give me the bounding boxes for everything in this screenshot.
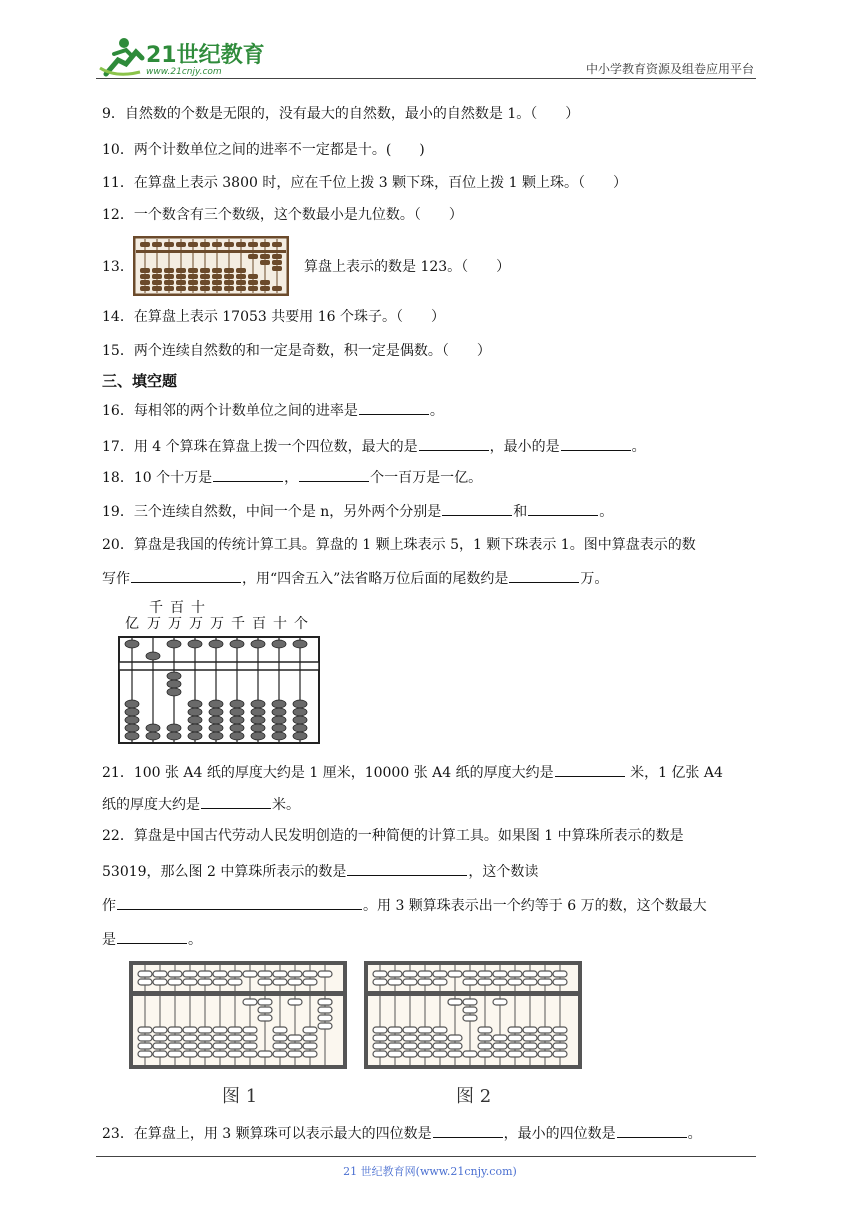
figure-2-label: 图 2 <box>456 1086 492 1107</box>
answer-blank[interactable] <box>528 500 598 516</box>
question-20-line-2 <box>102 567 608 589</box>
figure-2-abacus <box>364 961 582 1069</box>
question-20-text: 写作 <box>102 571 130 587</box>
question-22-text-3: 作 <box>102 898 116 914</box>
question-23-mid: ，最小的四位数是 <box>503 1126 616 1142</box>
site-logo <box>96 34 266 78</box>
question-22-end: 。 <box>188 932 202 948</box>
question-17-end: 。 <box>631 439 646 455</box>
question-21-end: 米。 <box>272 797 300 813</box>
question-10: 10．两个计数单位之间的进率不一定都是十。( ) <box>102 142 425 158</box>
footer-divider <box>96 1156 756 1157</box>
answer-blank[interactable] <box>419 435 489 451</box>
question-12: 12．一个数含有三个数级，这个数最小是九位数。（ ） <box>102 207 463 223</box>
question-22-line-3 <box>102 894 707 916</box>
answer-blank[interactable] <box>617 1122 687 1138</box>
answer-blank[interactable] <box>299 466 369 482</box>
svg-text:21世纪教育: 21世纪教育 <box>146 43 265 68</box>
question-13-abacus <box>133 236 289 296</box>
runner-icon <box>100 38 142 74</box>
page-header <box>96 30 756 78</box>
abacus-place-label: 万 <box>147 616 161 632</box>
answer-blank[interactable] <box>359 399 429 415</box>
question-15: 15．两个连续自然数的和一定是奇数，积一定是偶数。（ ） <box>102 343 491 359</box>
answer-blank[interactable] <box>347 860 467 876</box>
figure-1-abacus <box>129 961 347 1069</box>
question-18-text: 18．10 个十万是 <box>102 470 213 486</box>
footer-link[interactable]: 21 世纪教育网(www.21cnjy.com) <box>343 1165 517 1178</box>
question-14: 14．在算盘上表示 17053 共要用 16 个珠子。（ ） <box>102 309 445 325</box>
answer-blank[interactable] <box>509 567 579 583</box>
section-title-fill-in: 三、填空题 <box>102 372 178 390</box>
abacus-top-label: 十 <box>191 600 205 616</box>
abacus-place-label: 十 <box>273 616 287 632</box>
abacus-top-label: 千 <box>149 600 163 616</box>
question-21-line-2 <box>102 793 300 815</box>
question-18-end: 个一百万是一亿。 <box>370 470 483 486</box>
question-20-line-1: 20．算盘是我国的传统计算工具。算盘的 1 颗上珠表示 5，1 颗下珠表示 1。图中算盘表示的数 <box>102 537 696 553</box>
question-20-end: 万。 <box>580 571 609 587</box>
abacus-place-label: 亿 <box>125 616 139 632</box>
question-21-text: 21．100 张 A4 纸的厚度大约是 1 厘米，10000 张 A4 纸的厚度大约是 <box>102 765 554 781</box>
question-16-text: 16．每相邻的两个计数单位之间的进率是 <box>102 403 358 419</box>
question-17-mid: ，最小的是 <box>489 439 560 455</box>
header-divider <box>96 78 756 79</box>
question-17-text: 17．用 4 个算珠在算盘上拨一个四位数，最大的是 <box>102 439 418 455</box>
question-23-end: 。 <box>687 1126 702 1142</box>
question-22-mid-3: 。用 3 颗算珠表示出一个约等于 6 万的数，这个数最大 <box>363 898 707 914</box>
question-20-abacus <box>118 636 320 744</box>
question-21-line-1 <box>102 761 723 783</box>
question-13-number: 13． <box>102 259 134 275</box>
question-21-mid: 米，1 亿张 A4 <box>625 765 723 781</box>
answer-blank[interactable] <box>117 894 362 910</box>
question-18 <box>102 466 482 488</box>
question-23 <box>102 1122 702 1144</box>
question-22-text: 53019，那么图 2 中算珠所表示的数是 <box>102 864 347 880</box>
platform-name: 中小学教育资源及组卷应用平台 <box>585 62 754 76</box>
abacus-place-label: 千 <box>231 616 245 632</box>
answer-blank[interactable] <box>213 466 283 482</box>
question-22-line-1: 22．算盘是中国古代劳动人民发明创造的一种简便的计算工具。如果图 1 中算珠所表示的数是 <box>102 828 684 844</box>
answer-blank[interactable] <box>555 761 625 777</box>
question-16-end: 。 <box>429 403 444 419</box>
answer-blank[interactable] <box>561 435 631 451</box>
figure-1-label: 图 1 <box>222 1086 258 1107</box>
question-19-mid: 和 <box>513 504 528 520</box>
abacus-place-label: 万 <box>189 616 203 632</box>
abacus-top-label: 百 <box>170 600 184 616</box>
answer-blank[interactable] <box>201 793 271 809</box>
question-13-text: 算盘上表示的数是 123。（ ） <box>304 259 511 275</box>
abacus-place-label: 百 <box>252 616 266 632</box>
answer-blank[interactable] <box>442 500 512 516</box>
question-9: 9．自然数的个数是无限的，没有最大的自然数，最小的自然数是 1。（ ） <box>102 106 580 122</box>
question-23-text: 23．在算盘上，用 3 颗算珠可以表示最大的四位数是 <box>102 1126 432 1142</box>
svg-text:www.21cnjy.com: www.21cnjy.com <box>146 67 222 77</box>
abacus-place-label: 个 <box>294 616 308 632</box>
question-22-mid: ，这个数读 <box>468 864 539 880</box>
question-11: 11．在算盘上表示 3800 时，应在千位上拨 3 颗下珠，百位上拨 1 颗上珠。（ ） <box>102 175 627 191</box>
abacus-place-label: 万 <box>210 616 224 632</box>
question-19 <box>102 500 613 522</box>
question-22-line-4 <box>102 928 202 950</box>
abacus-place-label: 万 <box>168 616 182 632</box>
answer-blank[interactable] <box>433 1122 503 1138</box>
question-22-line-2 <box>102 860 538 882</box>
question-20-mid: ，用“四舍五入”法省略万位后面的尾数约是 <box>242 571 509 587</box>
answer-blank[interactable] <box>117 928 187 944</box>
question-19-text: 19．三个连续自然数，中间一个是 n，另外两个分别是 <box>102 504 442 520</box>
question-22-text-4: 是 <box>102 932 116 948</box>
question-19-end: 。 <box>599 504 614 520</box>
question-21-text-2: 纸的厚度大约是 <box>102 797 200 813</box>
question-16 <box>102 399 444 421</box>
question-17 <box>102 435 646 457</box>
answer-blank[interactable] <box>131 567 241 583</box>
question-18-mid: ， <box>284 470 299 486</box>
